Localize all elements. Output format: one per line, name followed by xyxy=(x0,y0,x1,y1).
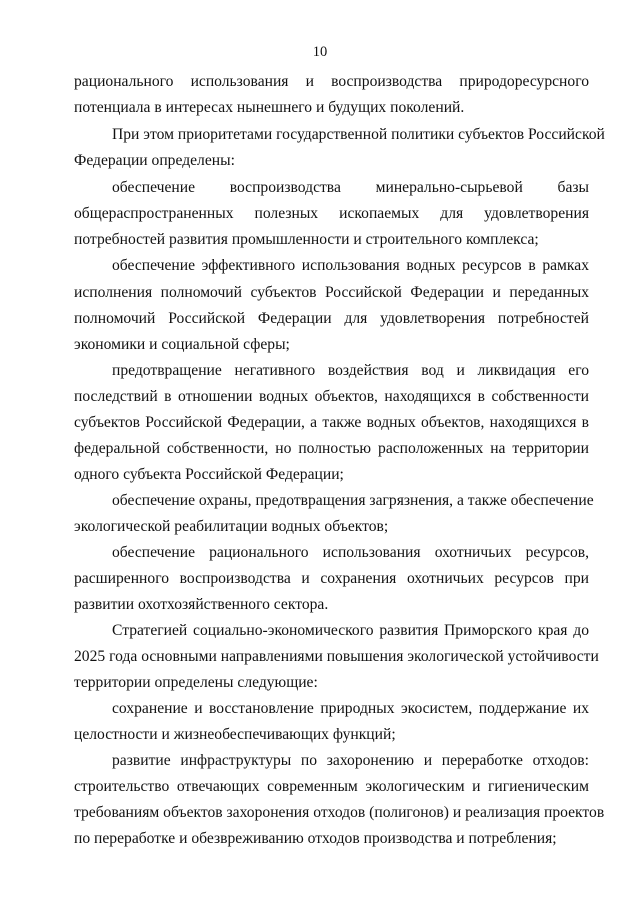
text-line: обеспечение эффективного использования водных ресурсов в рамках xyxy=(112,257,589,274)
text-line: одного субъекта Российской Федерации; xyxy=(74,466,344,483)
text-line: обеспечение рационального использования охотничьих ресурсов, xyxy=(112,544,589,561)
text-line: субъектов Российской Федерации, а также водных объектов, находящихся в xyxy=(74,414,589,431)
text-line: обеспечение охраны, предотвращения загрязнения, а также обеспечение xyxy=(112,492,594,509)
text-line: рационального использования и воспроизводства природоресурсного xyxy=(74,73,589,90)
text-line: экологической реабилитации водных объектов; xyxy=(74,518,389,535)
text-line: по переработке и обезвреживанию отходов производства и потребления; xyxy=(74,830,557,847)
text-line: полномочий Российской Федерации для удовлетворения потребностей xyxy=(74,310,589,327)
text-line: федеральной собственности, но полностью расположенных на территории xyxy=(74,440,589,457)
text-line: предотвращение негативного воздействия вод и ликвидация его xyxy=(112,362,589,379)
text-line: экономики и социальной сферы; xyxy=(74,336,290,353)
text-line: сохранение и восстановление природных экосистем, поддержание их xyxy=(112,700,589,717)
text-line: обеспечение воспроизводства минерально-сырьевой базы xyxy=(112,179,589,196)
text-line: исполнения полномочий субъектов Российской Федерации и переданных xyxy=(74,284,589,301)
text-line: строительство отвечающих современным экологическим и гигиеническим xyxy=(74,778,589,795)
text-line: целостности и жизнеобеспечивающих функций; xyxy=(74,726,396,743)
page-number: 10 xyxy=(312,44,328,60)
text-line: расширенного воспроизводства и сохранения охотничьих ресурсов при xyxy=(74,570,589,587)
text-line: потенциала в интересах нынешнего и будущих поколений. xyxy=(74,99,465,116)
text-line: Федерации определены: xyxy=(74,152,235,169)
text-line: последствий в отношении водных объектов, находящихся в собственности xyxy=(74,388,589,405)
text-line: требованиям объектов захоронения отходов (полигонов) и реализация проектов xyxy=(74,804,605,821)
text-line: территории определены следующие: xyxy=(74,674,318,691)
text-line: общераспространенных полезных ископаемых для удовлетворения xyxy=(74,205,589,222)
text-line: развитие инфраструктуры по захоронению и переработке отходов: xyxy=(112,752,589,769)
text-line: Стратегией социально-экономического развития Приморского края до xyxy=(112,622,589,639)
text-line: развитии охотхозяйственного сектора. xyxy=(74,596,329,613)
text-line: При этом приоритетами государственной политики субъектов Российской xyxy=(112,126,605,143)
text-line: потребностей развития промышленности и строительного комплекса; xyxy=(74,231,539,248)
text-line: 2025 года основными направлениями повышения экологической устойчивости xyxy=(74,648,599,665)
